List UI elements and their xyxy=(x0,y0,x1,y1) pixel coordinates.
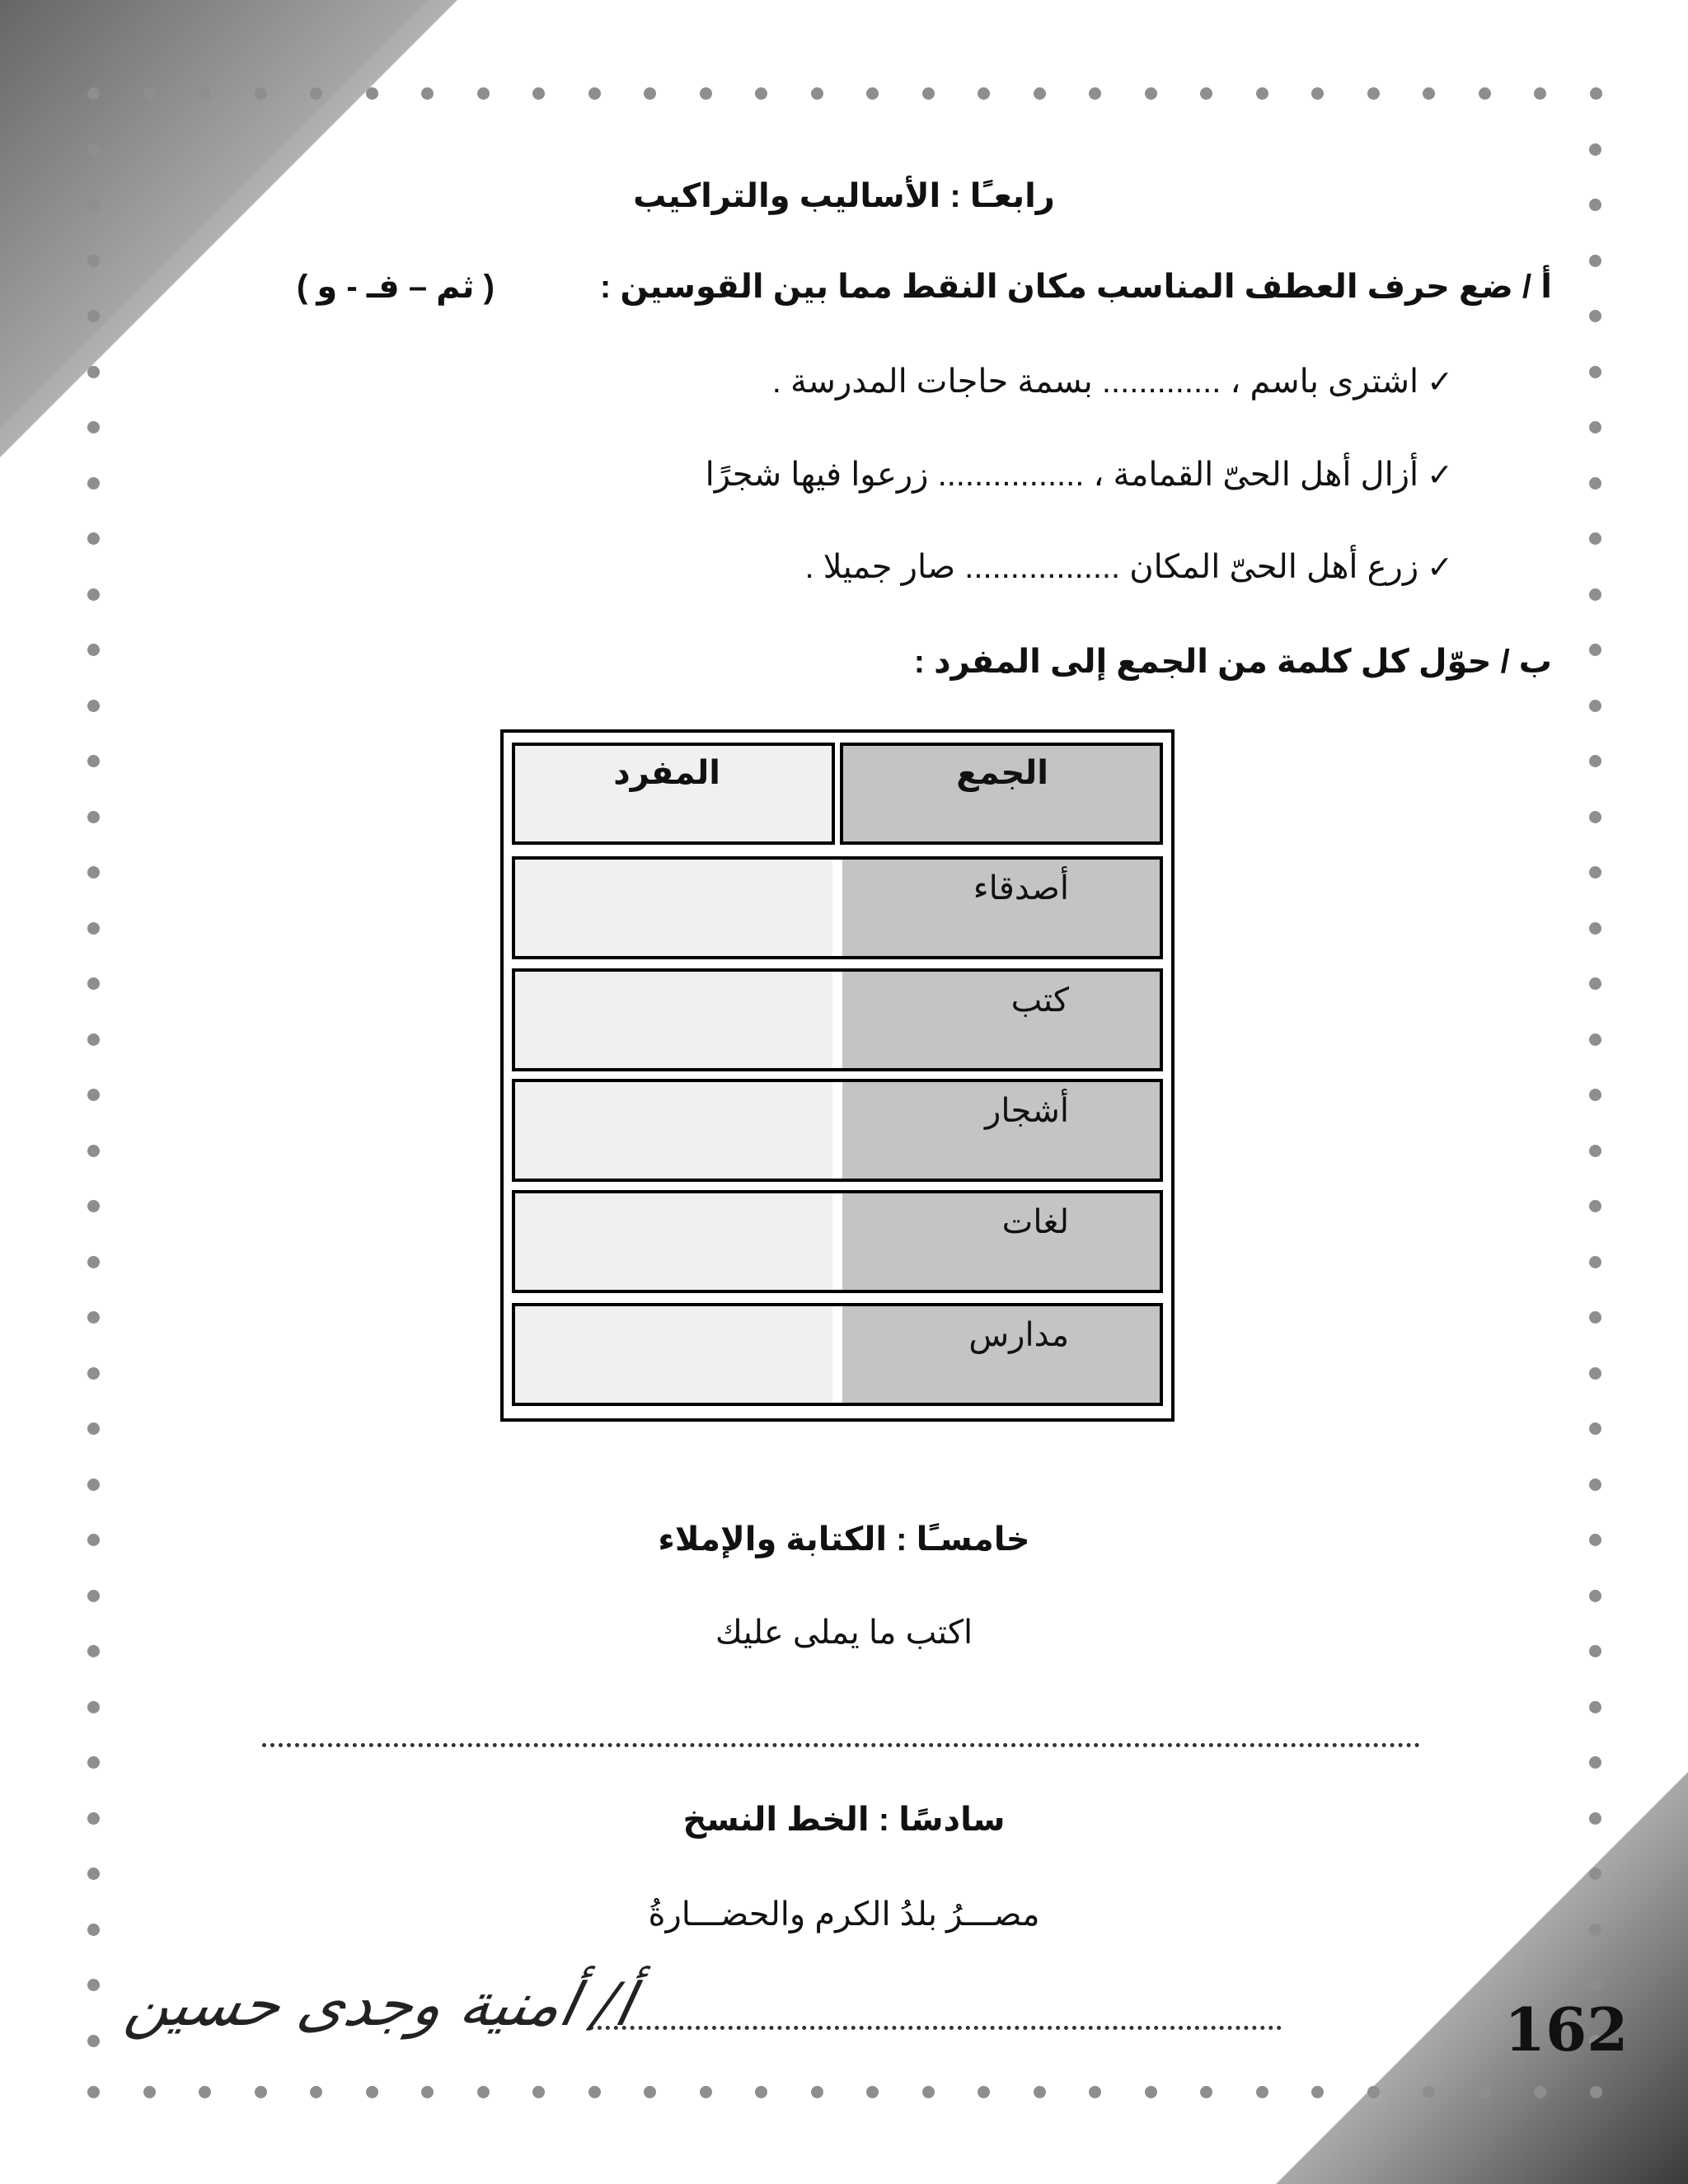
calligraphy-phrase: مصـــرُ بلدُ الكرم والحضـــارةُ xyxy=(648,1896,1040,1933)
border-dot xyxy=(87,1145,100,1157)
table-row xyxy=(512,1190,1163,1293)
singular-answer-cell[interactable] xyxy=(515,1306,832,1403)
plural-cell xyxy=(842,1306,1160,1403)
border-dot xyxy=(1200,87,1212,100)
border-dot xyxy=(978,87,990,100)
border-dot xyxy=(87,1033,100,1046)
border-dot xyxy=(1256,87,1268,100)
author-signature: أ/ أمنية وجدى حسين xyxy=(120,1970,640,2039)
border-dot xyxy=(87,977,100,990)
sentence-1 xyxy=(772,363,1453,401)
border-dot xyxy=(1034,2086,1046,2098)
border-dot xyxy=(866,2086,879,2098)
border-dot xyxy=(87,477,100,490)
sentence-3-text: زرع أهل الحىّ المكان ................. صار جميلا . xyxy=(804,549,1419,585)
singular-answer-cell[interactable] xyxy=(515,1193,832,1290)
border-dot xyxy=(477,87,490,100)
border-dot xyxy=(1589,1479,1601,1491)
border-dot xyxy=(87,644,100,656)
border-dot xyxy=(1589,143,1601,156)
border-dot xyxy=(922,2086,935,2098)
border-dot xyxy=(1589,255,1601,267)
border-dot xyxy=(87,255,100,267)
table-row xyxy=(512,1303,1163,1406)
border-dot xyxy=(1589,532,1601,545)
border-dot xyxy=(700,87,712,100)
border-dot xyxy=(1367,2086,1380,2098)
border-dot xyxy=(87,366,100,378)
border-dot xyxy=(1200,2086,1212,2098)
border-dot xyxy=(1589,1033,1601,1046)
border-dot xyxy=(1589,366,1601,378)
section4-title: رابعـًا : الأساليب والتراكيب xyxy=(633,178,1055,214)
check-icon: ✓ xyxy=(1427,549,1453,585)
border-dot xyxy=(1589,1256,1601,1268)
border-dot xyxy=(1589,1701,1601,1713)
border-dot xyxy=(1089,2086,1101,2098)
border-dot xyxy=(588,2086,601,2098)
part-a-instruction: أ / ضع حرف العطف المناسب مكان النقط مما بين القوسين : xyxy=(599,269,1552,305)
part-a-options: ( ثم – فـ - و ) xyxy=(297,269,495,305)
border-dot xyxy=(421,87,434,100)
border-dot xyxy=(87,700,100,712)
border-dot xyxy=(1589,811,1601,823)
border-dot xyxy=(1589,1145,1601,1157)
border-dot xyxy=(87,2086,100,2098)
border-dot xyxy=(199,2086,211,2098)
plural-cell xyxy=(842,1193,1160,1290)
border-dot xyxy=(87,1256,100,1268)
table-row xyxy=(512,968,1163,1071)
border-dot xyxy=(1589,1089,1601,1101)
table-row xyxy=(512,1079,1163,1182)
border-dot xyxy=(1589,922,1601,935)
border-dot xyxy=(532,87,545,100)
border-dot xyxy=(811,87,823,100)
plural-word: أشجار xyxy=(985,1093,1069,1129)
border-dot xyxy=(1590,2086,1602,2098)
border-dot xyxy=(1589,1200,1601,1212)
border-dot xyxy=(700,2086,712,2098)
border-dot xyxy=(1589,755,1601,767)
header-plural-cell xyxy=(840,743,1163,845)
top-left-corner-decoration xyxy=(0,0,462,462)
page-number: 162 xyxy=(1504,1994,1629,2064)
plural-word: أصدقاء xyxy=(973,870,1069,907)
border-dot xyxy=(1589,1868,1601,1880)
section5-instruction: اكتب ما يملى عليك xyxy=(715,1615,973,1651)
border-dot xyxy=(588,87,601,100)
border-dot xyxy=(87,922,100,935)
border-dot xyxy=(1589,1590,1601,1602)
calligraphy-writing-line[interactable] xyxy=(589,2026,1282,2030)
plural-singular-table xyxy=(500,729,1175,1422)
border-dot xyxy=(87,143,100,156)
border-dot xyxy=(255,2086,267,2098)
plural-cell xyxy=(842,1082,1160,1179)
border-dot xyxy=(87,1200,100,1212)
table-header-row xyxy=(512,743,1163,845)
border-dot xyxy=(143,87,156,100)
border-dot xyxy=(1589,644,1601,656)
border-dot xyxy=(87,310,100,322)
border-dot xyxy=(755,2086,767,2098)
border-dot xyxy=(87,421,100,434)
border-dot xyxy=(87,1868,100,1880)
border-dot xyxy=(1589,588,1601,601)
border-dot xyxy=(87,87,100,100)
border-dot xyxy=(1589,1422,1601,1435)
border-dot xyxy=(1589,421,1601,434)
border-dot xyxy=(87,1479,100,1491)
border-dot xyxy=(87,1089,100,1101)
border-dot xyxy=(866,87,879,100)
plural-word: لغات xyxy=(1001,1204,1069,1240)
border-dot xyxy=(87,866,100,879)
border-dot xyxy=(1145,2086,1157,2098)
sentence-2-text: أزال أهل الحىّ القمامة ، ................ زرعوا فيها شجرًا xyxy=(705,457,1419,493)
border-dot xyxy=(1367,87,1380,100)
sentence-3 xyxy=(805,548,1453,586)
border-dot xyxy=(421,2086,434,2098)
border-dot xyxy=(1534,87,1546,100)
border-dot xyxy=(1089,87,1101,100)
border-dot xyxy=(310,87,322,100)
border-dot xyxy=(644,87,656,100)
border-dot xyxy=(87,1590,100,1602)
writing-line[interactable] xyxy=(262,1743,1420,1747)
plural-word: مدارس xyxy=(968,1317,1069,1353)
border-dot xyxy=(143,2086,156,2098)
border-dot xyxy=(87,1367,100,1380)
border-dot xyxy=(1423,87,1435,100)
border-dot xyxy=(644,2086,656,2098)
check-icon: ✓ xyxy=(1427,457,1453,493)
border-dot xyxy=(922,87,935,100)
border-dot xyxy=(1145,87,1157,100)
border-dot xyxy=(87,1701,100,1713)
sentence-1-text: اشترى باسم ، ............. بسمة حاجات المدرسة . xyxy=(771,363,1419,400)
border-dot xyxy=(1589,1367,1601,1380)
border-dot xyxy=(87,2035,100,2047)
plural-cell xyxy=(842,972,1160,1068)
sentence-2 xyxy=(706,456,1453,494)
border-dot xyxy=(199,87,211,100)
singular-answer-cell[interactable] xyxy=(515,860,832,956)
border-dot xyxy=(811,2086,823,2098)
border-dot xyxy=(532,2086,545,2098)
border-dot xyxy=(1423,2086,1435,2098)
border-dot xyxy=(87,532,100,545)
header-singular: المفرد xyxy=(613,755,720,791)
border-dot xyxy=(87,755,100,767)
border-dot xyxy=(1311,87,1324,100)
section6-title: سادسًا : الخط النسخ xyxy=(682,1802,1006,1838)
border-dot xyxy=(1034,87,1046,100)
border-dot xyxy=(1589,310,1601,322)
part-b-instruction: ب / حوّل كل كلمة من الجمع إلى المفرد : xyxy=(913,644,1552,680)
singular-answer-cell[interactable] xyxy=(515,972,832,1068)
check-icon: ✓ xyxy=(1427,363,1453,400)
section5-title: خامسـًا : الكتابة والإملاء xyxy=(658,1521,1030,1558)
border-dot xyxy=(87,1979,100,1991)
border-dot xyxy=(366,2086,378,2098)
border-dot xyxy=(1534,2086,1546,2098)
table-row xyxy=(512,856,1163,959)
plural-cell xyxy=(842,860,1160,956)
header-plural: الجمع xyxy=(956,755,1048,791)
border-dot xyxy=(477,2086,490,2098)
border-dot xyxy=(87,1311,100,1324)
border-dot xyxy=(255,87,267,100)
border-dot xyxy=(1589,700,1601,712)
border-dot xyxy=(87,1756,100,1769)
border-dot xyxy=(310,2086,322,2098)
border-dot xyxy=(1589,477,1601,490)
border-dot xyxy=(87,811,100,823)
border-dot xyxy=(366,87,378,100)
border-dot xyxy=(1589,977,1601,990)
border-dot xyxy=(978,2086,990,2098)
border-dot xyxy=(1589,866,1601,879)
border-dot xyxy=(1256,2086,1268,2098)
border-dot xyxy=(87,1422,100,1435)
border-dot xyxy=(1479,2086,1491,2098)
singular-answer-cell[interactable] xyxy=(515,1082,832,1179)
border-dot xyxy=(1479,87,1491,100)
plural-word: كتب xyxy=(1010,982,1069,1019)
border-dot xyxy=(1589,1311,1601,1324)
border-dot xyxy=(755,87,767,100)
border-dot xyxy=(87,588,100,601)
header-singular-cell xyxy=(512,743,835,845)
border-dot xyxy=(1589,1979,1601,1991)
border-dot xyxy=(1311,2086,1324,2098)
border-dot xyxy=(1589,1756,1601,1769)
border-dot xyxy=(1590,87,1602,100)
